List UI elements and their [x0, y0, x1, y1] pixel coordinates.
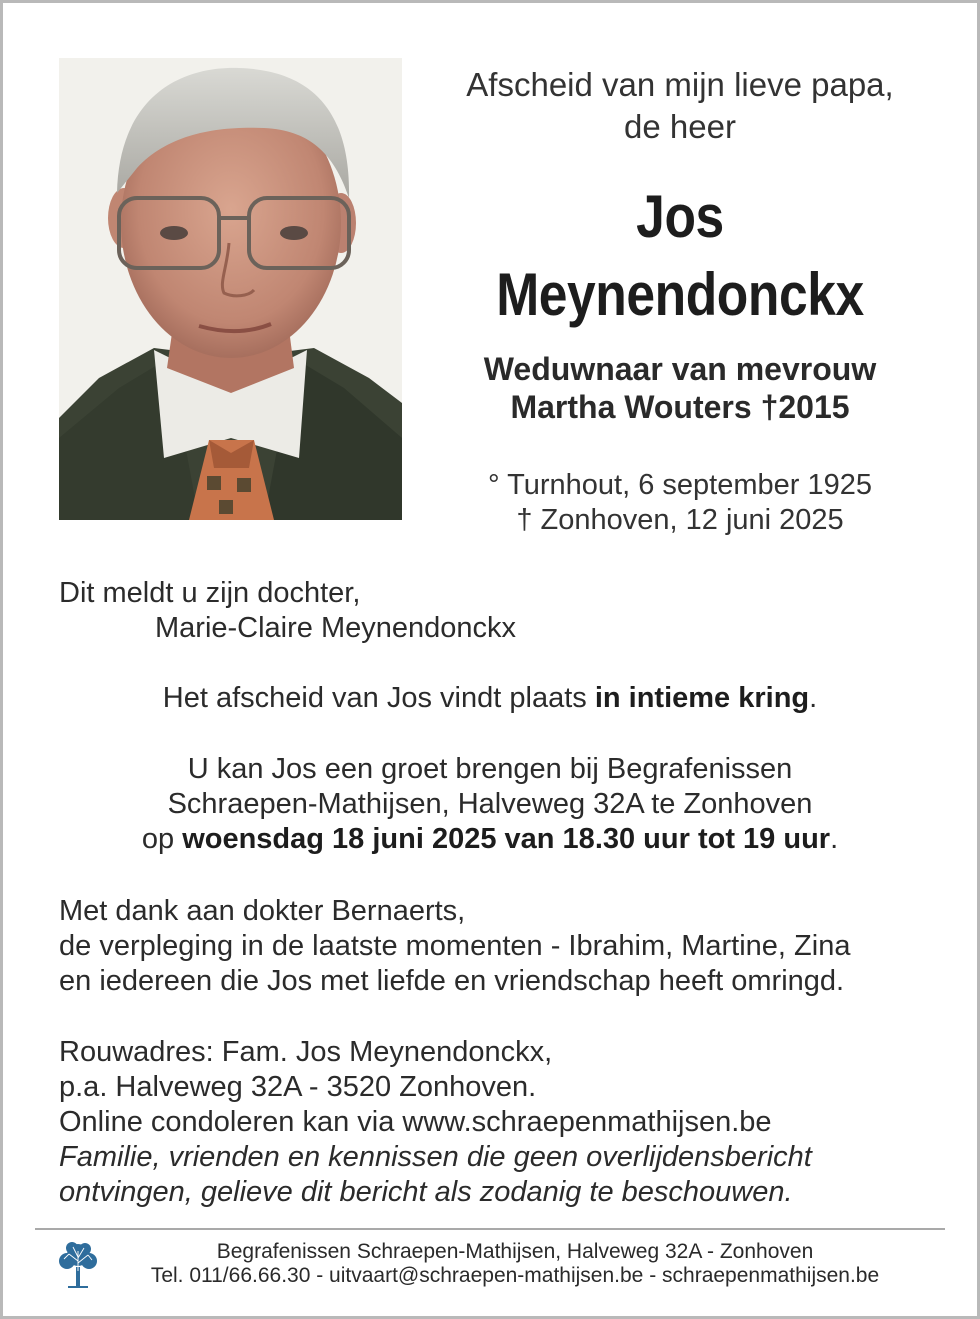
visit-prefix: op [141, 823, 183, 855]
address-line-1: Rouwadres: Fam. Jos Meynendonckx, [59, 1036, 553, 1068]
notice-italic-1: Familie, vrienden en kennissen die geen overlijdensbericht [59, 1141, 812, 1173]
footer-line-1: Begrafenissen Schraepen-Mathijsen, Halveweg 32A - Zonhoven [216, 1240, 814, 1263]
first-name: Jos [636, 183, 724, 250]
thanks-line-2: de verpleging in de laatste momenten - Ibrahim, Martine, Zina [59, 930, 851, 962]
intro-line-2: de heer [624, 108, 736, 145]
farewell-prefix: Het afscheid van Jos vindt plaats [162, 682, 595, 714]
visit-suffix: . [830, 823, 839, 855]
footer-line-2[interactable]: Tel. 011/66.66.30 - uitvaart@schraepen-mathijsen.be - schraepenmathijsen.be [150, 1264, 880, 1287]
widow-line-2: Martha Wouters †2015 [510, 389, 850, 425]
thanks-line-3: en iedereen die Jos met liefde en vriendschap heeft omringd. [59, 965, 845, 997]
thanks-line-1: Met dank aan dokter Bernaerts, [59, 895, 466, 927]
intro-text [420, 64, 940, 148]
daughter-name: Marie-Claire Meynendonckx [155, 612, 517, 644]
visitation-notice [0, 752, 980, 857]
tree-logo-icon [58, 1241, 98, 1289]
condolence-link[interactable]: Online condoleren kan via www.schraepenmathijsen.be [59, 1106, 772, 1138]
notice-italic-2: ontvingen, gelieve dit bericht als zodanig te beschouwen. [59, 1176, 793, 1208]
death-date: † Zonhoven, 12 juni 2025 [516, 504, 844, 536]
address-line-2: p.a. Halveweg 32A - 3520 Zonhoven. [59, 1071, 537, 1103]
portrait-photo [59, 58, 402, 520]
footer [110, 1240, 920, 1288]
visit-line-2: Schraepen-Mathijsen, Halveweg 32A te Zonhoven [167, 788, 813, 820]
farewell-notice [0, 681, 980, 716]
announcement [59, 576, 516, 646]
visit-line-3 [0, 822, 980, 857]
thanks-text [59, 894, 850, 999]
visit-line-1: U kan Jos een groet brengen bij Begrafenissen [187, 753, 793, 785]
life-dates [420, 468, 940, 538]
farewell-suffix: . [809, 682, 818, 714]
announce-line-1: Dit meldt u zijn dochter, [59, 577, 361, 609]
widow-info [420, 350, 940, 426]
footer-divider [35, 1228, 945, 1230]
visit-datetime: woensdag 18 juni 2025 van 18.30 uur tot 19 uur [182, 823, 831, 855]
mourning-address [59, 1035, 812, 1210]
farewell-bold: in intieme kring [594, 682, 810, 714]
last-name: Meynendonckx [496, 261, 864, 328]
widow-line-1: Weduwnaar van mevrouw [483, 351, 877, 387]
intro-line-1: Afscheid van mijn lieve papa, [466, 66, 894, 103]
birth-date: ° Turnhout, 6 september 1925 [487, 469, 872, 501]
deceased-name [456, 178, 903, 334]
